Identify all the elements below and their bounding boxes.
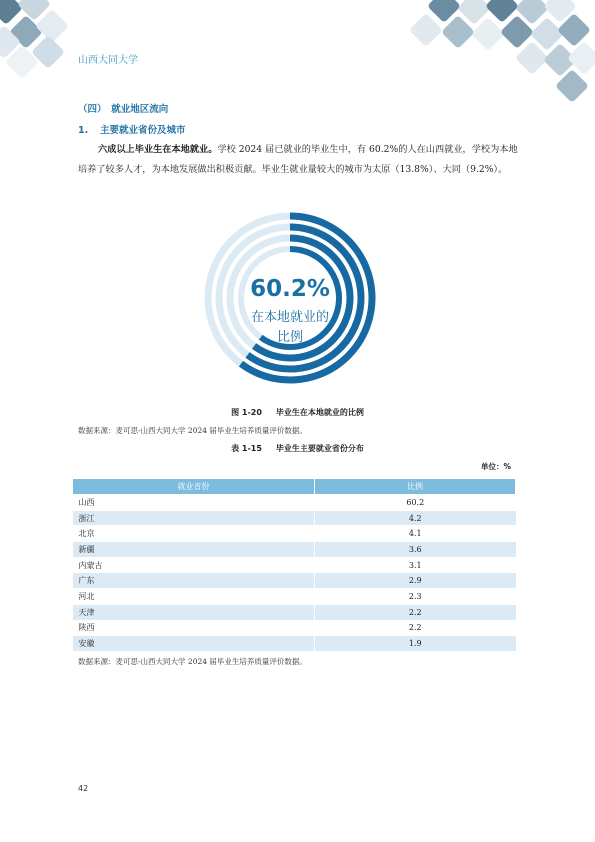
- donut-label-line1: 在本地就业的: [250, 310, 329, 325]
- province-cell: 天津: [73, 604, 315, 620]
- province-cell: 安徽: [73, 636, 315, 652]
- header-ratio: 比例: [315, 479, 516, 495]
- province-cell: 山西: [73, 495, 315, 511]
- donut-label-line2: 比例: [276, 330, 303, 345]
- ratio-cell: 2.2: [315, 604, 516, 620]
- table-row: [73, 557, 516, 573]
- donut-center-value: 60.2%: [250, 276, 330, 302]
- ratio-cell: 2.9: [315, 573, 516, 589]
- ratio-cell: 2.3: [315, 589, 516, 605]
- table-title: 毕业生主要就业省份分布: [275, 444, 364, 453]
- province-cell: 陕西: [73, 620, 315, 636]
- ratio-cell: 1.9: [315, 636, 516, 652]
- table-row: [73, 573, 516, 589]
- figure-number: 图 1-20: [231, 408, 262, 417]
- header-province: 就业省份: [73, 479, 315, 495]
- section-title: （四） 就业地区流向: [78, 104, 169, 115]
- donut-chart: [200, 208, 380, 388]
- body-paragraph: [78, 140, 518, 180]
- table-row: [73, 604, 516, 620]
- subsection-number: 1.: [78, 125, 89, 136]
- table-row: [73, 510, 516, 526]
- paragraph-body: 学校 2024 届已就业的毕业生中，有 60.2%的人在山西就业，学校为本地培养了较多人才，为本地发展做出积极贡献。毕业生就业量较大的城市为太原（13.8%）、大同（9.2%）。: [78, 144, 518, 175]
- province-cell: 浙江: [73, 510, 315, 526]
- table-row: [73, 526, 516, 542]
- ratio-cell: 4.2: [315, 510, 516, 526]
- ratio-cell: 4.1: [315, 526, 516, 542]
- table-row: [73, 620, 516, 636]
- page-number: 42: [78, 784, 89, 793]
- ratio-cell: 2.2: [315, 620, 516, 636]
- ratio-cell: 60.2: [315, 495, 516, 511]
- province-cell: 河北: [73, 589, 315, 605]
- table-source: 数据来源：麦可思-山西大同大学 2024 届毕业生培养质量评价数据。: [78, 657, 307, 666]
- table-caption: [0, 443, 595, 454]
- university-name: 山西大同大学: [78, 55, 138, 66]
- ratio-cell: 3.6: [315, 542, 516, 558]
- province-cell: 北京: [73, 526, 315, 542]
- ratio-cell: 3.1: [315, 557, 516, 573]
- table-header-row: [73, 479, 516, 495]
- table-unit: 单位：%: [480, 462, 511, 471]
- donut-center-label: [245, 308, 335, 348]
- table-number: 表 1-15: [231, 444, 262, 453]
- table-row: [73, 495, 516, 511]
- table-row: [73, 542, 516, 558]
- figure-caption: [0, 407, 595, 418]
- table-row: [73, 636, 516, 652]
- province-cell: 内蒙古: [73, 557, 315, 573]
- province-cell: 新疆: [73, 542, 315, 558]
- table-row: [73, 589, 516, 605]
- subsection-title: [78, 122, 186, 136]
- province-table: [72, 478, 516, 652]
- figure-source: 数据来源：麦可思-山西大同大学 2024 届毕业生培养质量评价数据。: [78, 426, 307, 435]
- figure-title: 毕业生在本地就业的比例: [275, 408, 364, 417]
- subsection-text: 主要就业省份及城市: [100, 125, 186, 136]
- province-cell: 广东: [73, 573, 315, 589]
- paragraph-lead: 六成以上毕业生在本地就业。: [98, 144, 218, 155]
